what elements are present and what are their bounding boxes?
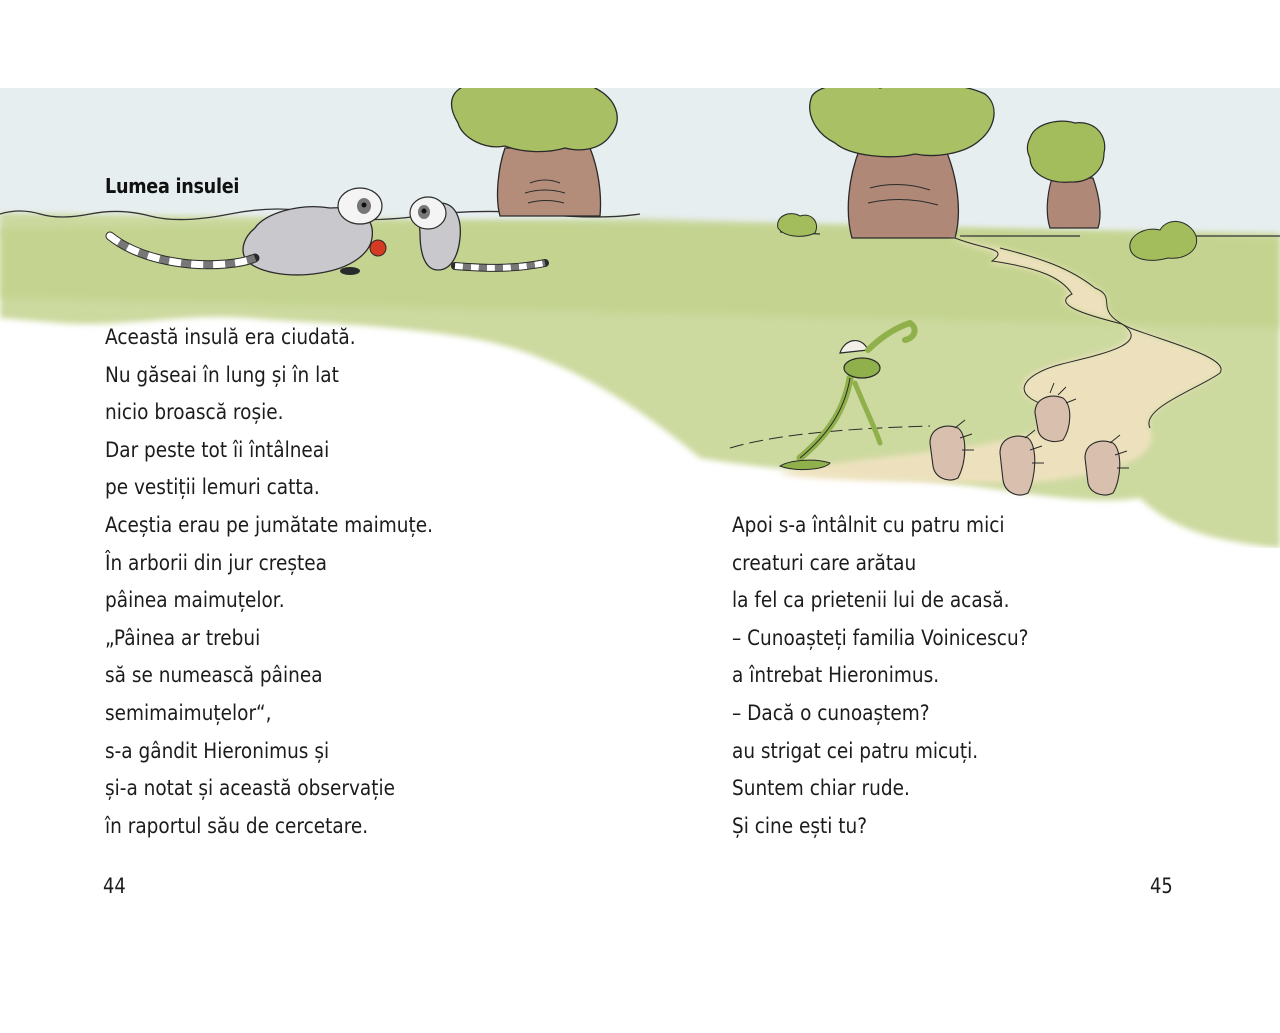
- text-line: Această insulă era ciudată.: [105, 325, 356, 350]
- text-line: În arborii din jur creștea: [105, 550, 327, 576]
- left-page-text: [105, 319, 486, 845]
- text-line: în raportul său de cercetare.: [105, 813, 369, 839]
- page-number-right: 45: [1150, 874, 1173, 898]
- text-line: „Pâinea ar trebui: [105, 625, 261, 651]
- text-line: s-a gândit Hieronimus și: [105, 738, 330, 764]
- text-line: Aceștia erau pe jumătate maimuțe.: [105, 512, 433, 538]
- text-line: nicio broască roșie.: [105, 400, 284, 426]
- text-line: a întrebat Hieronimus.: [732, 663, 940, 689]
- right-page-text: [732, 507, 1077, 845]
- text-line: la fel ca prietenii lui de acasă.: [732, 588, 1010, 614]
- text-line: și-a notat și această observație: [105, 776, 396, 802]
- bush-1: [778, 214, 817, 237]
- text-line: pe vestiții lemuri catta.: [105, 475, 320, 501]
- text-line: – Dacă o cunoaștem?: [732, 700, 930, 726]
- text-line: semimaimuțelor“,: [105, 700, 272, 726]
- text-line: Nu găseai în lung și în lat: [105, 362, 339, 388]
- text-line: au strigat cei patru micuți.: [732, 738, 979, 764]
- red-fruit: [370, 240, 386, 256]
- text-line: Suntem chiar rude.: [732, 776, 910, 802]
- text-line: Apoi s-a întâlnit cu patru mici: [732, 513, 1005, 538]
- text-line: Și cine ești tu?: [732, 813, 868, 839]
- text-line: să se numească pâinea: [105, 663, 323, 689]
- text-line: Dar peste tot îi întâlneai: [105, 437, 330, 463]
- chapter-title: Lumea insulei: [105, 174, 240, 198]
- text-line: – Cunoașteți familia Voinicescu?: [732, 625, 1029, 651]
- text-line: pâinea maimuțelor.: [105, 588, 285, 614]
- page-number-left: 44: [103, 874, 126, 898]
- text-line: creaturi care arătau: [732, 550, 917, 576]
